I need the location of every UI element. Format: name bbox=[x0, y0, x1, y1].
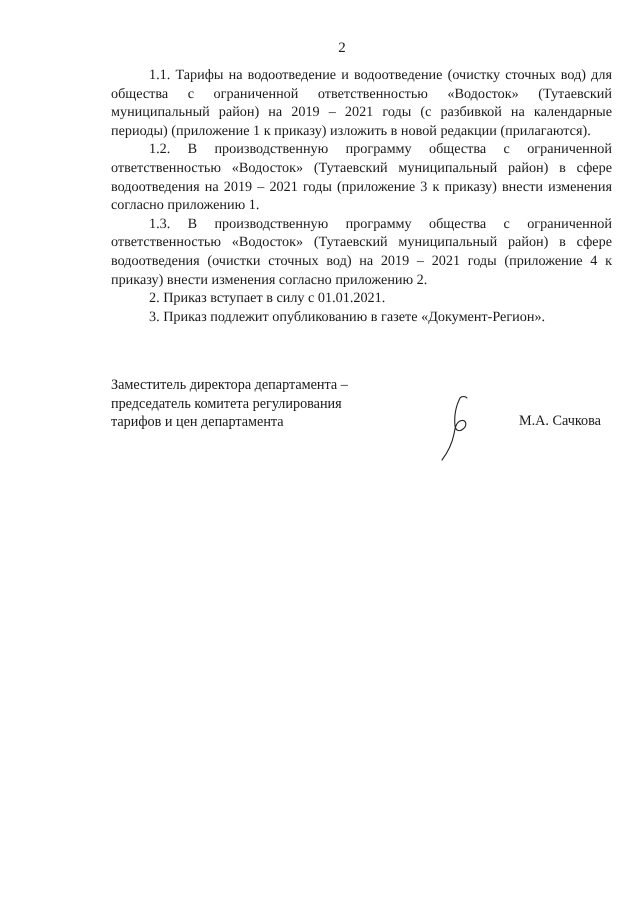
paragraph-3: 3. Приказ подлежит опубликованию в газете «Документ-Регион». bbox=[149, 308, 546, 325]
handwritten-signature bbox=[438, 392, 488, 464]
paragraph-1-1: 1.1. Тарифы на водоотведение и водоотведение (очистку сточных вод) для общества с ограниченной ответственностью «Водосток» (Тутаевский муниципальный район) на 2019 – 2021 годы (с разбивкой на календарные периоды) (приложение 1 к приказу) изложить в новой редакции (прилагаются). bbox=[111, 67, 612, 139]
paragraph-1-3: 1.3. В производственную программу общества с ограниченной ответственностью «Водосток» (Тутаевский муниципальный район) в сфере водоотведения (очистки сточных вод) на 2019 – 2021 годы (приложение 4 к приказу) внести изменения согласно приложению 2. bbox=[111, 215, 612, 288]
position-line: тарифов и цен департамента bbox=[111, 414, 284, 431]
signatory-name: М.А. Сачкова bbox=[519, 413, 601, 429]
paragraph-1-2: 1.2. В производственную программу общества с ограниченной ответственностью «Водосток» (Тутаевский муниципальный район) в сфере водоотведения на 2019 – 2021 годы (приложение 3 к приказу) внести изменения согласно приложению 1. bbox=[111, 141, 612, 214]
position-line: председатель комитета регулирования bbox=[111, 395, 342, 412]
paragraph-2: 2. Приказ вступает в силу с 01.01.2021. bbox=[149, 290, 386, 307]
page-number: 2 bbox=[338, 40, 346, 56]
document-body bbox=[111, 66, 612, 326]
position-line: Заместитель директора департамента – bbox=[111, 377, 348, 393]
signatory-position bbox=[111, 376, 348, 432]
